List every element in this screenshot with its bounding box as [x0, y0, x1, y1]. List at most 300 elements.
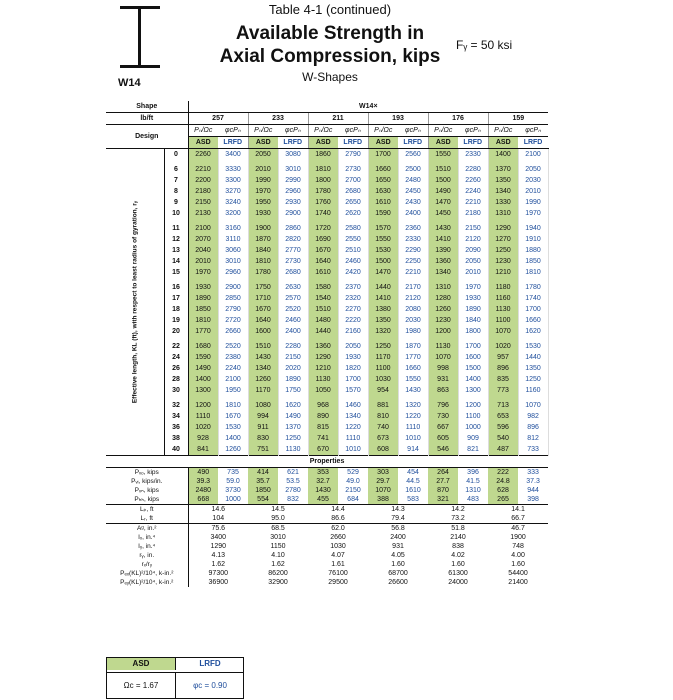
- property-label: Iₓ, in.⁴: [106, 533, 188, 542]
- kl-value: 34: [164, 411, 188, 422]
- strength-value: 1660: [368, 160, 398, 175]
- strength-value: 1130: [488, 304, 518, 315]
- strength-value: 1630: [368, 186, 398, 197]
- strength-value: 2050: [518, 160, 548, 175]
- design-label: Design: [106, 125, 188, 149]
- property-value: 490: [188, 468, 218, 478]
- property-value: 454: [407, 469, 419, 476]
- strength-value: 1320: [398, 396, 428, 411]
- property-value: 53.5: [286, 478, 300, 485]
- strength-value: 957: [488, 352, 518, 363]
- phi-pn-header: φcPₙ: [458, 125, 488, 137]
- property-value: 21400: [508, 579, 528, 586]
- strength-value: 1200: [188, 396, 218, 411]
- strength-value: 1000: [458, 422, 488, 433]
- strength-value: 1540: [308, 293, 338, 304]
- strength-value: 1250: [368, 337, 398, 352]
- asd-header: ASD: [308, 137, 338, 149]
- weight-header: 211: [308, 113, 368, 125]
- property-value: 2780: [285, 487, 301, 494]
- strength-value: 1300: [188, 385, 218, 396]
- strength-value: 2050: [338, 337, 368, 352]
- strength-value: 2150: [458, 219, 488, 234]
- strength-value: 1810: [188, 315, 218, 326]
- strength-value: 1470: [428, 197, 458, 208]
- strength-value: 2460: [338, 256, 368, 267]
- strength-value: 2790: [218, 304, 248, 315]
- property-value: 455: [308, 495, 338, 505]
- property-value: 32.7: [308, 477, 338, 486]
- strength-value: 2850: [218, 293, 248, 304]
- strength-value: 670: [308, 444, 338, 456]
- strength-value: 1690: [308, 234, 338, 245]
- strength-value: 2860: [278, 219, 308, 234]
- strength-value: 3200: [218, 208, 248, 219]
- strength-value: 2730: [278, 256, 308, 267]
- pn-omega-header: Pₙ/Ωc: [368, 125, 398, 137]
- strength-value: 1970: [188, 267, 218, 278]
- strength-value: 896: [488, 363, 518, 374]
- strength-value: 2900: [278, 208, 308, 219]
- property-value: 1000: [225, 496, 241, 503]
- strength-value: 1570: [338, 385, 368, 396]
- kl-value: 11: [164, 219, 188, 234]
- strength-value: 1470: [368, 267, 398, 278]
- strength-value: 1580: [308, 278, 338, 293]
- design-factors: [106, 657, 244, 699]
- property-value: 1310: [465, 487, 481, 494]
- property-value: 35.7: [248, 477, 278, 486]
- pn-omega-header: Pₙ/Ωc: [188, 125, 218, 137]
- lrfd-header: LRFD: [278, 137, 308, 149]
- property-value: 14.2: [428, 505, 488, 515]
- strength-value: 1110: [398, 422, 428, 433]
- strength-value: 1350: [368, 315, 398, 326]
- strength-value: 1550: [398, 374, 428, 385]
- strength-value: 1490: [428, 186, 458, 197]
- strength-value: 1440: [308, 326, 338, 337]
- strength-value: 1370: [488, 160, 518, 175]
- strength-value: 1310: [488, 208, 518, 219]
- strength-value: 667: [428, 422, 458, 433]
- strength-value: 2820: [278, 234, 308, 245]
- strength-value: 2080: [398, 304, 428, 315]
- strength-value: 1530: [368, 245, 398, 256]
- strength-value: 2960: [218, 267, 248, 278]
- strength-value: 1510: [248, 337, 278, 352]
- yield-strength: Fᵧ = 50 ksi: [456, 38, 513, 52]
- strength-value: 2010: [518, 186, 548, 197]
- strength-value: 740: [368, 422, 398, 433]
- kl-value: 28: [164, 374, 188, 385]
- strength-value: 2260: [458, 175, 488, 186]
- strength-value: 1750: [278, 385, 308, 396]
- strength-value: 812: [518, 433, 548, 444]
- lbft-label: lb/ft: [106, 113, 188, 125]
- strength-value: 1760: [308, 197, 338, 208]
- asd-header: ASD: [368, 137, 398, 149]
- strength-value: 1300: [458, 385, 488, 396]
- strength-value: 2240: [458, 186, 488, 197]
- property-value: 1.60: [511, 561, 525, 568]
- property-label: Lᵣ, ft: [106, 514, 188, 524]
- strength-value: 653: [488, 411, 518, 422]
- strength-value: 1340: [338, 411, 368, 422]
- property-value: 2140: [450, 534, 466, 541]
- strength-value: 1680: [188, 337, 218, 352]
- strength-value: 1850: [518, 256, 548, 267]
- lrfd-header: LRFD: [218, 137, 248, 149]
- property-value: 4.10: [271, 552, 285, 559]
- strength-value: 2180: [458, 208, 488, 219]
- strength-value: 2620: [338, 208, 368, 219]
- property-value: 37.3: [526, 478, 540, 485]
- strength-value: 1050: [308, 385, 338, 396]
- strength-value: 3010: [278, 160, 308, 175]
- strength-value: 2220: [338, 315, 368, 326]
- kl-value: 12: [164, 234, 188, 245]
- property-value: 66.7: [511, 515, 525, 522]
- property-label: Lₚ, ft: [106, 505, 188, 515]
- strength-value: 1100: [368, 363, 398, 374]
- property-value: 4.05: [391, 552, 405, 559]
- strength-value: 2150: [278, 352, 308, 363]
- strength-value: 2400: [398, 208, 428, 219]
- property-value: 44.5: [406, 478, 420, 485]
- strength-value: 1160: [518, 385, 548, 396]
- property-value: 838: [452, 543, 464, 550]
- strength-value: 2480: [398, 175, 428, 186]
- strength-value: 928: [188, 433, 218, 444]
- strength-value: 1640: [308, 256, 338, 267]
- property-value: 870: [428, 486, 458, 495]
- kl-value: 8: [164, 186, 188, 197]
- property-value: 554: [248, 495, 278, 505]
- strength-value: 1940: [518, 219, 548, 234]
- strength-value: 2330: [458, 149, 488, 161]
- strength-value: 1290: [308, 352, 338, 363]
- strength-value: 1890: [458, 304, 488, 315]
- strength-value: 1700: [368, 149, 398, 161]
- strength-value: 1610: [368, 197, 398, 208]
- property-value: 832: [287, 496, 299, 503]
- kl-value: 32: [164, 396, 188, 411]
- strength-value: 2050: [458, 256, 488, 267]
- strength-value: 1430: [248, 352, 278, 363]
- property-value: 684: [347, 496, 359, 503]
- property-label: Aᵍ, in.²: [106, 524, 188, 534]
- strength-value: 1530: [518, 337, 548, 352]
- property-value: 931: [392, 543, 404, 550]
- strength-value: 1510: [308, 304, 338, 315]
- title-line-2: Axial Compression, kips: [219, 46, 441, 67]
- strength-value: 2090: [458, 245, 488, 256]
- strength-value: 1590: [188, 352, 218, 363]
- kl-value: 38: [164, 433, 188, 444]
- strength-value: 1770: [188, 326, 218, 337]
- strength-value: 2120: [398, 293, 428, 304]
- strength-value: 1890: [278, 374, 308, 385]
- strength-value: 1590: [368, 208, 398, 219]
- strength-value: 1290: [488, 219, 518, 234]
- strength-value: 2250: [398, 256, 428, 267]
- lrfd-header: LRFD: [458, 137, 488, 149]
- strength-value: 1200: [428, 326, 458, 337]
- strength-value: 1900: [248, 219, 278, 234]
- strength-value: 1410: [428, 234, 458, 245]
- strength-value: 1550: [428, 149, 458, 161]
- strength-value: 1800: [308, 175, 338, 186]
- strength-value: 1270: [488, 234, 518, 245]
- pn-omega-header: Pₙ/Ωc: [488, 125, 518, 137]
- strength-value: 2370: [338, 278, 368, 293]
- strength-value: 741: [308, 433, 338, 444]
- strength-value: 896: [518, 422, 548, 433]
- property-value: 735: [227, 469, 239, 476]
- strength-value: 1010: [398, 433, 428, 444]
- property-value: 62.0: [308, 524, 368, 534]
- shape-name: W14×: [188, 101, 548, 113]
- strength-value: 1950: [218, 385, 248, 396]
- kl-value: 13: [164, 245, 188, 256]
- strength-value: 1390: [428, 245, 458, 256]
- phi-pn-header: φcPₙ: [338, 125, 368, 137]
- strength-value: 1160: [488, 293, 518, 304]
- property-value: 14.1: [488, 505, 548, 515]
- strength-value: 2930: [278, 197, 308, 208]
- strength-value: 2100: [218, 374, 248, 385]
- strength-value: 1620: [518, 326, 548, 337]
- property-value: 414: [248, 468, 278, 478]
- property-value: 1.61: [331, 561, 345, 568]
- strength-value: 914: [398, 444, 428, 456]
- strength-value: 1030: [368, 374, 398, 385]
- strength-value: 2500: [398, 160, 428, 175]
- strength-value: 1440: [368, 278, 398, 293]
- strength-value: 2210: [458, 197, 488, 208]
- property-value: 79.4: [391, 515, 405, 522]
- strength-value: 1340: [488, 186, 518, 197]
- strength-value: 2450: [398, 186, 428, 197]
- strength-value: 1480: [308, 315, 338, 326]
- kl-value: 19: [164, 315, 188, 326]
- strength-value: 1400: [458, 374, 488, 385]
- strength-value: 2580: [338, 219, 368, 234]
- strength-value: 1950: [248, 197, 278, 208]
- kl-value: 36: [164, 422, 188, 433]
- property-value: 73.2: [451, 515, 465, 522]
- property-value: 303: [368, 468, 398, 478]
- property-value: 388: [368, 495, 398, 505]
- property-label: Pᵥₒ, kips: [106, 468, 188, 478]
- strength-value: 1800: [458, 326, 488, 337]
- property-value: 1150: [270, 543, 286, 550]
- property-value: 39.3: [188, 477, 218, 486]
- strength-value: 1400: [488, 149, 518, 161]
- strength-value: 2260: [188, 149, 218, 161]
- property-value: 4.07: [331, 552, 345, 559]
- property-value: 353: [308, 468, 338, 478]
- strength-value: 1210: [308, 363, 338, 374]
- property-value: 14.4: [308, 505, 368, 515]
- strength-table: [106, 101, 549, 587]
- property-value: 27.7: [428, 477, 458, 486]
- property-value: 68.5: [248, 524, 308, 534]
- property-value: 2660: [330, 534, 346, 541]
- strength-value: 1740: [518, 293, 548, 304]
- strength-value: 815: [308, 422, 338, 433]
- strength-value: 931: [428, 374, 458, 385]
- strength-value: 1440: [518, 352, 548, 363]
- kl-value: 26: [164, 363, 188, 374]
- property-value: 628: [488, 486, 518, 495]
- title-line-1: Available Strength in: [235, 23, 425, 44]
- property-value: 529: [347, 469, 359, 476]
- strength-value: 1840: [248, 245, 278, 256]
- property-value: 321: [428, 495, 458, 505]
- strength-value: 1700: [338, 374, 368, 385]
- strength-value: 1230: [488, 256, 518, 267]
- strength-value: 998: [428, 363, 458, 374]
- property-value: 1.62: [211, 561, 226, 568]
- strength-value: 796: [428, 396, 458, 411]
- strength-value: 1200: [458, 396, 488, 411]
- lrfd-label: LRFD: [175, 658, 244, 670]
- strength-value: 1670: [248, 304, 278, 315]
- strength-value: 2050: [248, 149, 278, 161]
- strength-value: 1080: [248, 396, 278, 411]
- property-value: 4.02: [451, 552, 465, 559]
- strength-value: 1840: [458, 315, 488, 326]
- strength-value: 733: [518, 444, 548, 456]
- strength-value: 1340: [428, 267, 458, 278]
- strength-value: 1400: [188, 374, 218, 385]
- strength-value: 1870: [248, 234, 278, 245]
- strength-value: 1400: [218, 433, 248, 444]
- strength-value: 810: [368, 411, 398, 422]
- property-value: 1.60: [451, 561, 465, 568]
- table-title: [160, 22, 500, 68]
- strength-value: 2360: [398, 219, 428, 234]
- property-value: 29500: [328, 579, 348, 586]
- property-value: 36900: [208, 579, 228, 586]
- strength-value: 1570: [368, 219, 398, 234]
- strength-value: 1710: [248, 293, 278, 304]
- weight-header: 257: [188, 113, 248, 125]
- kl-value: 17: [164, 293, 188, 304]
- strength-value: 1110: [188, 411, 218, 422]
- strength-value: 3080: [278, 149, 308, 161]
- strength-value: 1930: [248, 208, 278, 219]
- strength-value: 1170: [368, 352, 398, 363]
- property-value: 14.5: [248, 505, 308, 515]
- strength-value: 2520: [218, 337, 248, 352]
- strength-value: 994: [248, 411, 278, 422]
- strength-value: 3400: [218, 149, 248, 161]
- strength-value: 1890: [188, 293, 218, 304]
- strength-value: 596: [488, 422, 518, 433]
- strength-value: 2170: [398, 278, 428, 293]
- strength-value: 1860: [308, 149, 338, 161]
- asd-header: ASD: [428, 137, 458, 149]
- strength-value: 1720: [308, 219, 338, 234]
- property-value: 1.60: [391, 561, 405, 568]
- strength-value: 1250: [488, 245, 518, 256]
- property-value: 97300: [208, 570, 228, 577]
- strength-value: 2330: [398, 234, 428, 245]
- property-value: 1290: [210, 543, 227, 550]
- property-value: 748: [512, 543, 524, 550]
- strength-value: 1220: [398, 411, 428, 422]
- asd-label: ASD: [107, 658, 175, 670]
- strength-value: 1250: [518, 374, 548, 385]
- strength-value: 1970: [248, 186, 278, 197]
- strength-value: 1700: [518, 304, 548, 315]
- property-value: 68700: [388, 570, 408, 577]
- strength-value: 1770: [398, 352, 428, 363]
- property-label: rᵧ, in.: [106, 551, 188, 560]
- strength-value: 1780: [518, 278, 548, 293]
- strength-value: 2700: [338, 175, 368, 186]
- property-value: 104: [212, 515, 225, 522]
- lrfd-header: LRFD: [338, 137, 368, 149]
- strength-value: 1810: [518, 267, 548, 278]
- property-value: 222: [488, 468, 518, 478]
- kl-value: 30: [164, 385, 188, 396]
- strength-value: 1340: [248, 363, 278, 374]
- strength-value: 1260: [248, 374, 278, 385]
- kl-value: 40: [164, 444, 188, 456]
- strength-value: 968: [308, 396, 338, 411]
- property-value: 59.0: [226, 478, 240, 485]
- property-value: 2480: [188, 486, 218, 495]
- strength-value: 1350: [518, 363, 548, 374]
- strength-value: 1500: [368, 256, 398, 267]
- strength-value: 1130: [308, 374, 338, 385]
- strength-value: 1530: [218, 422, 248, 433]
- strength-value: 2680: [338, 186, 368, 197]
- strength-value: 2010: [188, 256, 218, 267]
- strength-value: 1820: [338, 363, 368, 374]
- kl-value: 9: [164, 197, 188, 208]
- strength-value: 1620: [278, 396, 308, 411]
- strength-value: 2280: [458, 160, 488, 175]
- strength-value: 1880: [518, 245, 548, 256]
- strength-value: 982: [518, 411, 548, 422]
- property-value: 398: [527, 496, 539, 503]
- strength-value: 1640: [248, 315, 278, 326]
- table-subtitle: W-Shapes: [302, 70, 358, 84]
- strength-value: 2550: [338, 234, 368, 245]
- property-value: 396: [467, 469, 479, 476]
- kl-axis-text: Effective length, KL (ft), with respect to least radius of gyration, rᵧ: [131, 200, 139, 404]
- strength-value: 1650: [368, 175, 398, 186]
- strength-value: 487: [488, 444, 518, 456]
- strength-value: 2900: [218, 278, 248, 293]
- strength-value: 3300: [218, 175, 248, 186]
- strength-value: 2560: [398, 149, 428, 161]
- property-value: 32900: [268, 579, 288, 586]
- asd-header: ASD: [488, 137, 518, 149]
- strength-value: 2290: [398, 245, 428, 256]
- strength-value: 1020: [188, 422, 218, 433]
- strength-value: 1430: [428, 219, 458, 234]
- strength-value: 1600: [248, 326, 278, 337]
- strength-value: 1810: [218, 396, 248, 411]
- asd-header: ASD: [188, 137, 218, 149]
- strength-value: 1070: [428, 352, 458, 363]
- strength-value: 1660: [398, 363, 428, 374]
